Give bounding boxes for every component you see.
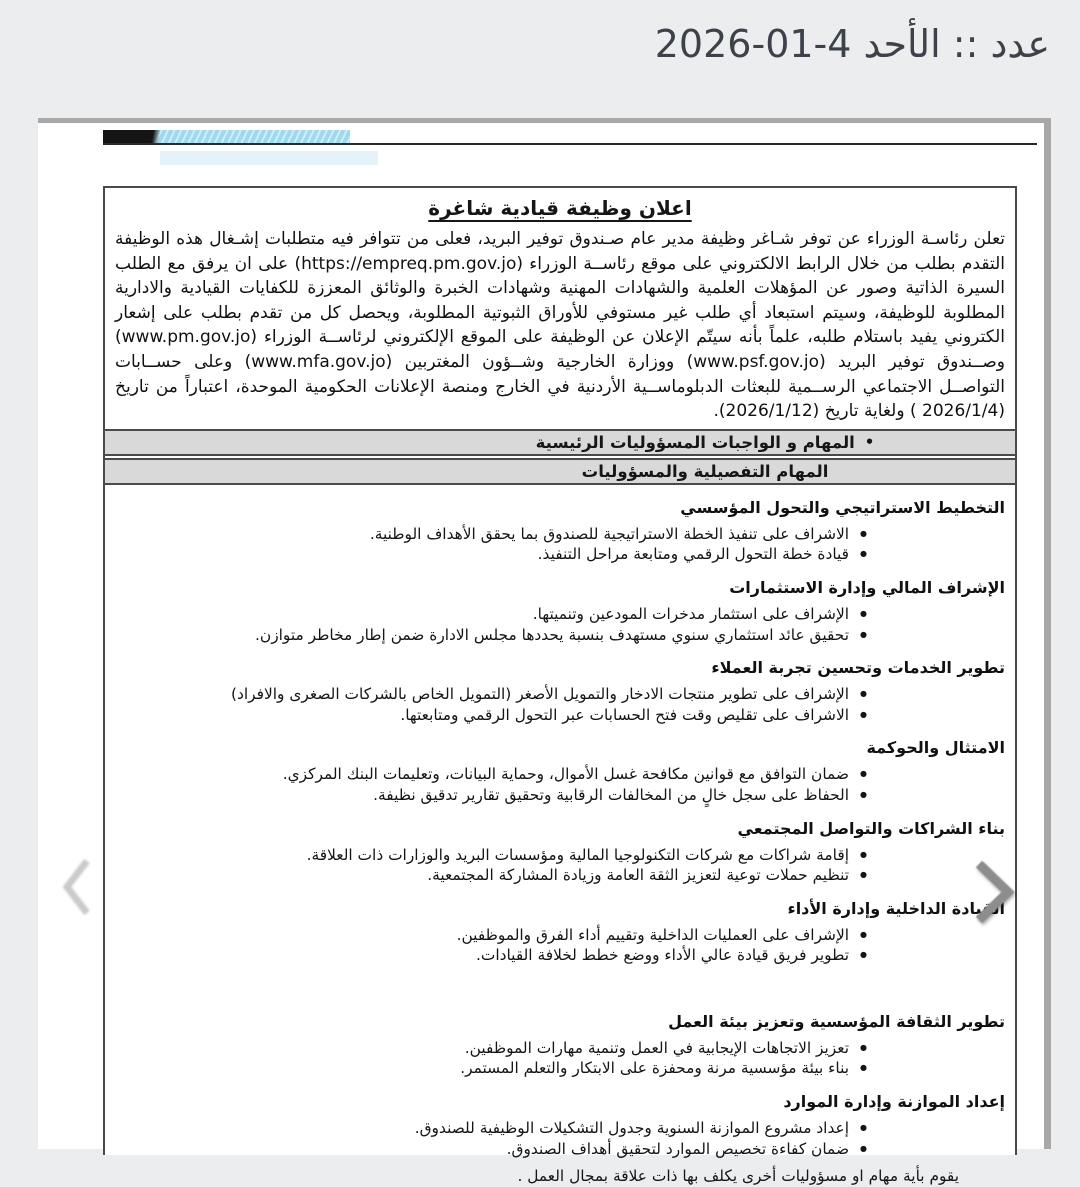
section-bullet-list — [115, 1038, 867, 1079]
section-heading: إعداد الموازنة وإدارة الموارد — [783, 1092, 1005, 1112]
bullet-item: ● قيادة خطة التحول الرقمي ومتابعة مراحل التنفيذ. — [115, 544, 867, 565]
bullet-item: ● بناء بيئة مؤسسية مرنة ومحفزة على الابتكار والتعلم المستمر. — [115, 1058, 867, 1079]
section-bullet-list — [115, 925, 867, 966]
bullet-item: ● تحقيق عائد استثماري سنوي مستهدف بنسبة يحددها مجلس الادارة ضمن إطار مخاطر متوازن. — [115, 625, 867, 646]
section-bullet-list — [115, 684, 867, 725]
bullet-item: ● تنظيم حملات توعية لتعزيز الثقة العامة وزيادة المشاركة المجتمعية. — [115, 865, 867, 886]
primary-duties-label: المهام و الواجبات المسؤوليات الرئيسية — [535, 432, 855, 452]
bullet-item: ● تعزيز الاتجاهات الإيجابية في العمل وتنمية مهارات الموظفين. — [115, 1038, 867, 1059]
section-bullet-list — [115, 604, 867, 645]
bullet-item: ● الحفاظ على سجل خالٍ من المخالفات الرقابية وتحقيق تقارير تدقيق نظيفة. — [115, 785, 867, 806]
section-heading: الامتثال والحوكمة — [866, 738, 1005, 758]
bullet-item: ● الإشراف على العمليات الداخلية وتقييم أداء الفرق والموظفين. — [115, 925, 867, 946]
bullet-item: ● الإشراف على استثمار مدخرات المودعين وتنميتها. — [115, 604, 867, 625]
prev-page-button[interactable] — [58, 856, 96, 921]
bullet-item: ● إعداد مشروع الموازنة السنوية وجدول التشكيلات الوظيفية للصندوق. — [115, 1118, 867, 1139]
chevron-left-icon — [58, 906, 96, 921]
section-bullet-list — [115, 845, 867, 886]
section-heading: بناء الشراكات والتواصل المجتمعي — [737, 818, 1005, 838]
issue-date-label: عدد :: الأحد 4-01-2026 — [654, 22, 1050, 66]
section-heading: الإشراف المالي وإدارة الاستثمارات — [729, 577, 1005, 597]
bullet-item: ● الاشراف على تنفيذ الخطة الاستراتيجية للصندوق بما يحقق الأهداف الوطنية. — [115, 524, 867, 545]
bullet-item: ● الإشراف على تطوير منتجات الادخار والتمويل الأصغر (التمويل الخاص بالشركات الصغرى والافراد) — [115, 684, 867, 705]
section-heading: القيادة الداخلية وإدارة الأداء — [787, 898, 1005, 918]
section-bullet-list — [115, 524, 867, 565]
detailed-duties-bar — [105, 458, 1015, 485]
bullet-item: ● ضمان التوافق مع قوانين مكافحة غسل الأموال، وحماية البيانات، وتعليمات البنك المركزي. — [115, 764, 867, 785]
announcement-paragraph: تعلن رئاسـة الوزراء عن توفر شـاغر وظيفة مدير عام صـندوق توفير البريد، فعلى من تتوافر فيه متطلبات إشـغال هذه الوظيفة التقدم بطلب من خلال الرابط الالكتروني على موقع رئاســة الوزراء (https://empreq.pm.gov.jo) على ان يرفق مع الطلب السيرة الذاتية وصور عن المؤهلات العلمية والشهادات المهنية وشهادات الخبرة والوثائق المعززة للكفايات القيادية والادارية المطلوبة للوظيفة، وسيتم استبعاد أي طلب غير مستوفي للأوراق الثبوتية المطلوبة، ويحصل كل من تقدم بطلب على إشعار الكتروني يفيد باستلام طلبه، علماً بأنه سيتّم الإعلان عن الوظيفة على الموقع الإلكتروني لرئاســة الوزراء (www.pm.gov.jo) وصــندوق توفير البريد (www.psf.gov.jo) ووزارة الخارجية وشــؤون المغتربين (www.mfa.gov.jo) وعلى حســابات التواصــل الاجتماعي الرســمية للبعثات الدبلوماســية الأردنية في الخارج ومنصة الإعلانات الحكومية الموحدة، اعتباراً من تاريخ (2026/1/4 ) ولغاية تاريخ (2026/1/12). — [115, 229, 1006, 422]
section-bullet-list — [115, 1118, 867, 1159]
next-page-button[interactable] — [972, 860, 1016, 927]
issue-header — [0, 0, 1080, 118]
section-heading: تطوير الثقافة المؤسسية وتعزيز بيئة العمل — [668, 1011, 1005, 1031]
document-viewer-panel — [38, 118, 1051, 1186]
closing-note: يقوم بأية مهام او مسؤوليات أخرى يكلف بها ذات علاقة بمجال العمل . — [517, 1167, 959, 1186]
bullet-item: ● إقامة شراكات مع شركات التكنولوجيا المالية ومؤسسات البريد والوزارات ذات العلاقة. — [115, 845, 867, 866]
detailed-duties-label: المهام التفصيلية والمسؤوليات — [581, 461, 829, 481]
decorative-masthead-strip — [103, 130, 350, 143]
sections-container — [115, 498, 1005, 1160]
decorative-strip-reflection — [160, 151, 378, 165]
bullet-item: ● الاشراف على تقليص وقت فتح الحسابات عبر التحول الرقمي ومتابعتها. — [115, 705, 867, 726]
document-title: اعلان وظيفة قيادية شاغرة — [428, 196, 692, 220]
bullet-item: ● تطوير فريق قيادة عالي الأداء ووضع خطط لخلافة القيادات. — [115, 945, 867, 966]
bullet-item: ● ضمان كفاءة تخصيص الموارد لتحقيق أهداف الصندوق. — [115, 1139, 867, 1160]
section-heading: التخطيط الاستراتيجي والتحول المؤسسي — [680, 497, 1005, 517]
section-bullet-list — [115, 764, 867, 805]
primary-duties-bar — [105, 429, 1015, 456]
section-heading: تطوير الخدمات وتحسين تجربة العملاء — [711, 658, 1005, 678]
document-page — [103, 186, 1017, 1186]
chevron-right-icon — [972, 912, 1016, 927]
decorative-rule — [103, 143, 1037, 145]
bullet-icon: • — [864, 432, 875, 451]
